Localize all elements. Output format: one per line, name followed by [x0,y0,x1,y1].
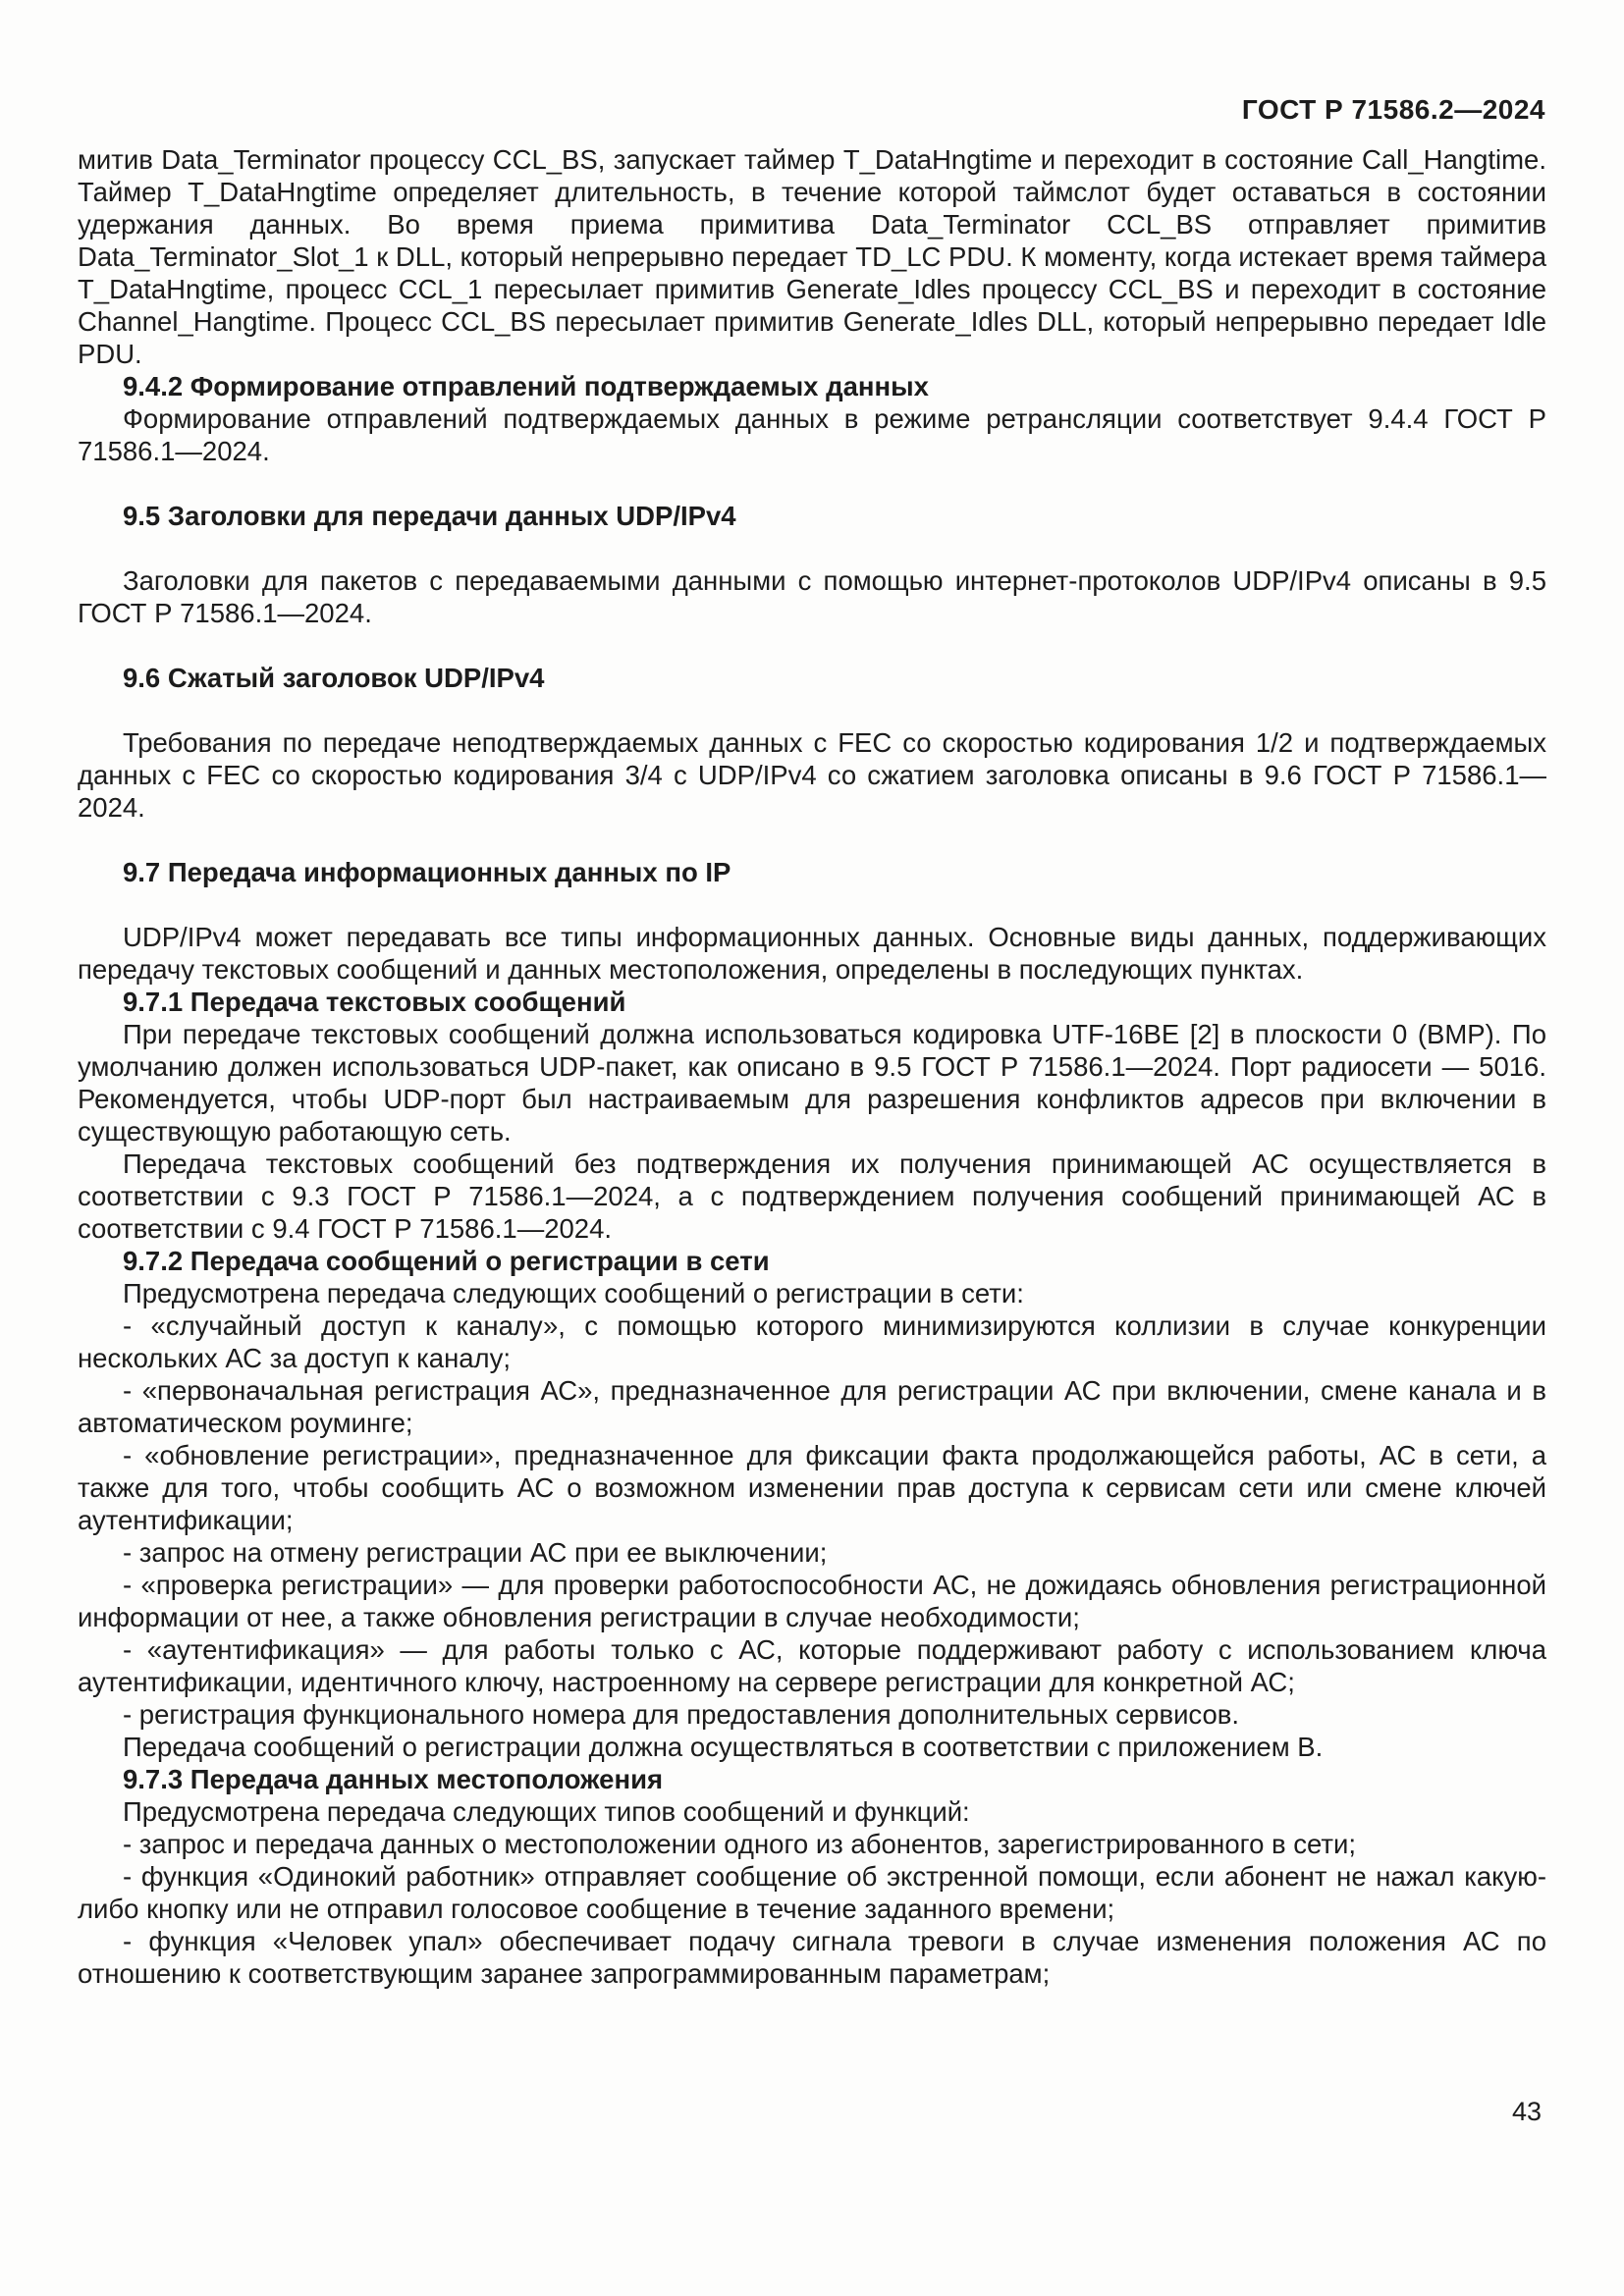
list-item: - «обновление регистрации», предназначенное для фиксации факта продолжающейся работы, АС в сети, а также для того, чтобы сообщить АС о возможном изменении прав доступа к сервисам сети или смене ключей аутентификации; [78,1440,1546,1535]
heading-9-5: 9.5 Заголовки для передачи данных UDP/IPv4 [123,501,736,531]
list-item: - функция «Человек упал» обеспечивает подачу сигнала тревоги в случае изменения положения АС по отношению к соответствующим заранее запрограммированным параметрам; [78,1926,1546,1989]
document-header-standard-number: ГОСТ Р 71586.2—2024 [1241,94,1545,125]
body-paragraph: Предусмотрена передача следующих сообщений о регистрации в сети: [123,1278,1024,1308]
body-paragraph: Требования по передаче неподтверждаемых данных с FEC со скоростью кодирования 1/2 и подтверждаемых данных с FEC со скоростью кодирования 3/4 с UDP/IPv4 со сжатием заголовка описаны в 9.6 ГОСТ Р 71586.1—2024. [78,727,1546,823]
heading-9-7: 9.7 Передача информационных данных по IP [123,857,731,887]
body-paragraph: При передаче текстовых сообщений должна использоваться кодировка UTF-16BE [2] в плоскости 0 (BMP). По умолчанию должен использоваться UDP-пакет, как описано в 9.5 ГОСТ Р 71586.1—2024. Порт радиосети — 5016. Рекомендуется, чтобы UDP-порт был настраиваемым для разрешения конфликтов адресов при включении в существующую работающую сеть. [78,1019,1546,1147]
list-item: - запрос на отмену регистрации АС при ее выключении; [123,1537,828,1568]
list-item: - функция «Одинокий работник» отправляет сообщение об экстренной помощи, если абонент не нажал какую-либо кнопку или не отправил голосовое сообщение в течение заданного времени; [78,1861,1546,1924]
body-paragraph: Заголовки для пакетов с передаваемыми данными с помощью интернет-протоколов UDP/IPv4 описаны в 9.5 ГОСТ Р 71586.1—2024. [78,565,1546,628]
list-item: - регистрация функционального номера для предоставления дополнительных сервисов. [123,1699,1240,1730]
heading-9-7-1: 9.7.1 Передача текстовых сообщений [123,987,626,1017]
body-paragraph: Передача сообщений о регистрации должна осуществляться в соответствии с приложением В. [123,1732,1324,1762]
document-body [78,143,1546,1990]
list-item: - запрос и передача данных о местоположении одного из абонентов, зарегистрированного в сети; [123,1829,1356,1859]
body-paragraph: Передача текстовых сообщений без подтверждения их получения принимающей АС осуществляется в соответствии с 9.3 ГОСТ Р 71586.1—2024, а с подтверждением получения сообщений принимающей АС в соответствии с 9.4 ГОСТ Р 71586.1—2024. [78,1148,1546,1244]
body-paragraph-continued: митив Data_Terminator процессу CCL_BS, запускает таймер T_DataHngtime и переходит в состояние Call_Hangtime. Таймер T_DataHngtime определяет длительность, в течение которой таймслот будет оставаться в состоянии удержания данных. Во время приема примитива Data_Terminator CCL_BS отправляет примитив Data_Terminator_Slot_1 к DLL, который непрерывно передает TD_LC PDU. К моменту, когда истекает время таймера T_DataHngtime, процесс CCL_1 пересылает примитив Generate_Idles процессу CCL_BS и переходит в состояние Channel_Hangtime. Процесс CCL_BS пересылает примитив Generate_Idles DLL, который непрерывно передает Idle PDU. [78,144,1546,369]
body-paragraph: Формирование отправлений подтверждаемых данных в режиме ретрансляции соответствует 9.4.4 ГОСТ Р 71586.1—2024. [78,403,1546,466]
body-paragraph: Предусмотрена передача следующих типов сообщений и функций: [123,1796,970,1827]
list-item: - «первоначальная регистрация АС», предназначенное для регистрации АС при включении, смене канала и в автоматическом роуминге; [78,1375,1546,1438]
list-item: - «случайный доступ к каналу», с помощью которого минимизируются коллизии в случае конкуренции нескольких АС за доступ к каналу; [78,1310,1546,1373]
body-paragraph: UDP/IPv4 может передавать все типы информационных данных. Основные виды данных, поддерживающих передачу текстовых сообщений и данных местоположения, определены в последующих пунктах. [78,922,1546,985]
heading-9-7-3: 9.7.3 Передача данных местоположения [123,1764,664,1794]
list-item: - «проверка регистрации» — для проверки работоспособности АС, не дожидаясь обновления регистрационной информации от нее, а также обновления регистрации в случае необходимости; [78,1570,1546,1632]
heading-9-7-2: 9.7.2 Передача сообщений о регистрации в сети [123,1246,770,1276]
heading-9-4-2: 9.4.2 Формирование отправлений подтверждаемых данных [123,371,929,401]
list-item: - «аутентификация» — для работы только с АС, которые поддерживают работу с использованием ключа аутентификации, идентичного ключу, настроенному на сервере регистрации для конкретной АС; [78,1634,1546,1697]
heading-9-6: 9.6 Сжатый заголовок UDP/IPv4 [123,663,545,693]
page-number: 43 [1511,2097,1542,2126]
